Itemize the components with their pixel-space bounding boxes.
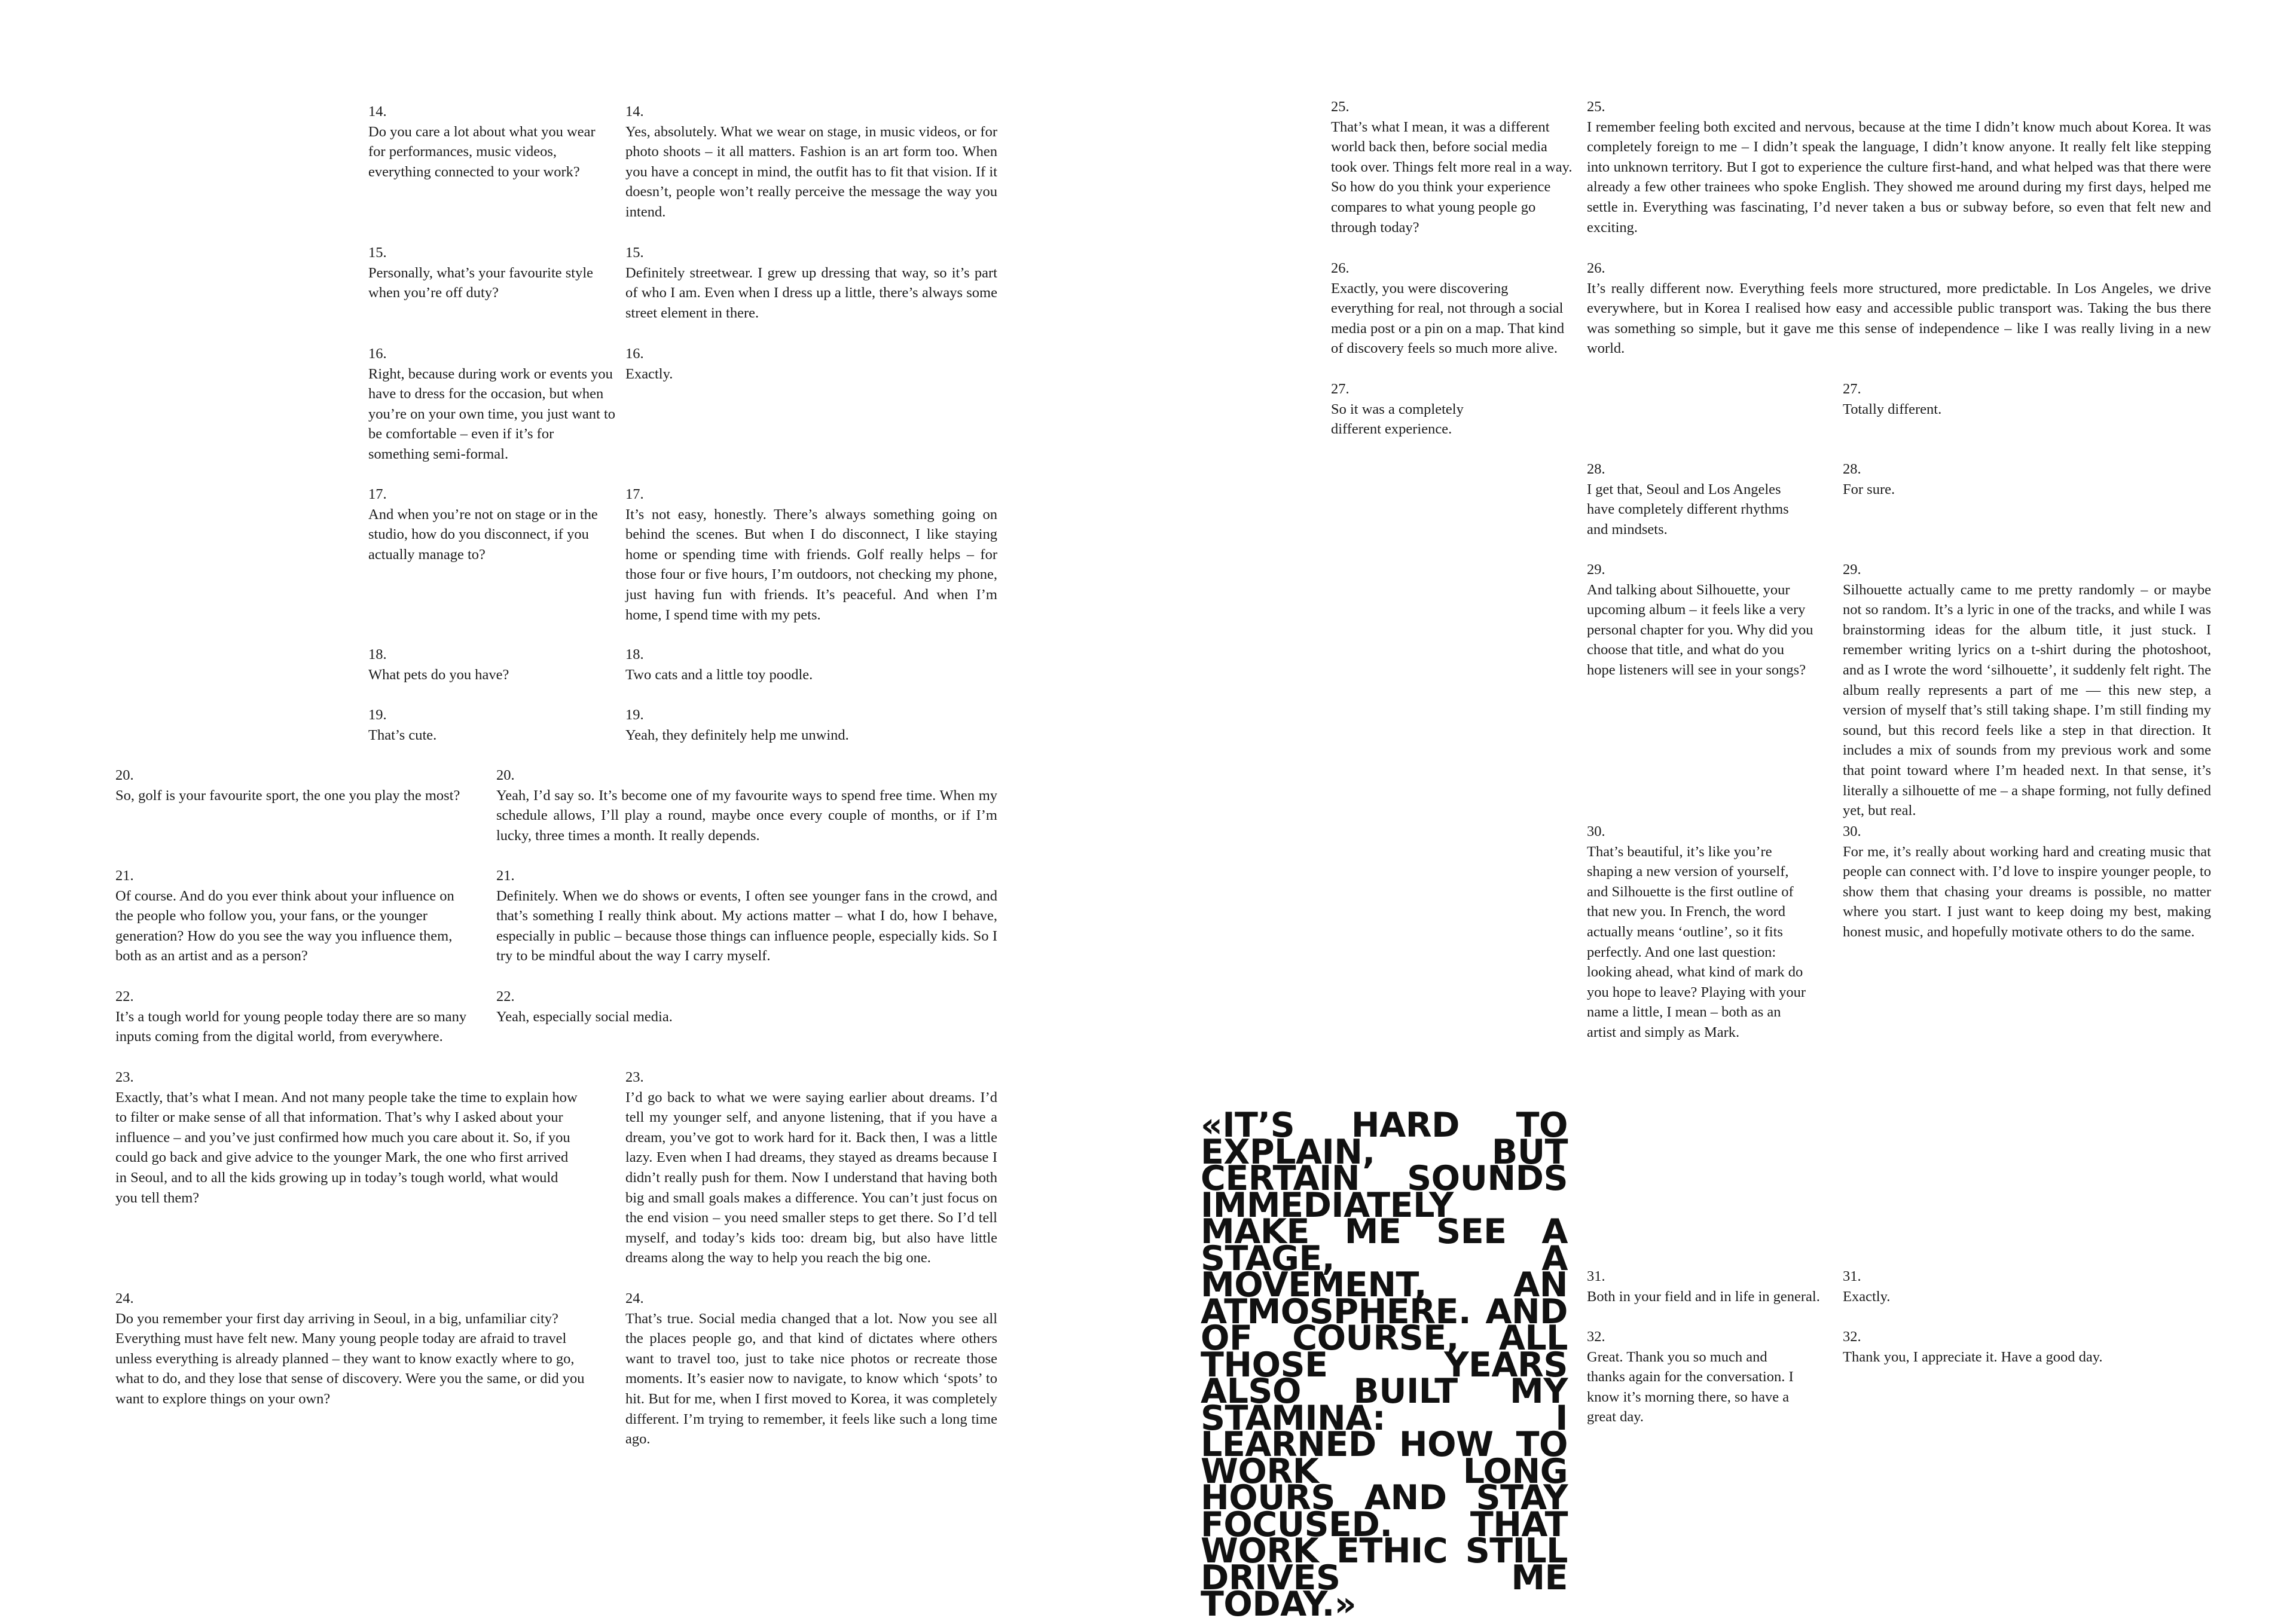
question-number: 14. — [368, 103, 387, 120]
answer-number: 15. — [625, 245, 644, 261]
question-number: 19. — [368, 707, 387, 723]
answer-block — [1843, 1266, 2202, 1306]
answer-text: Yeah, especially social media. — [496, 1008, 673, 1025]
question-number: 23. — [115, 1069, 134, 1085]
answer-number: 24. — [625, 1290, 644, 1306]
question-block — [368, 243, 607, 303]
question-block — [1587, 1327, 1799, 1427]
question-text: Do you care a lot about what you wear for performances, music videos, everything connected to your work? — [368, 123, 596, 180]
question-block — [1331, 379, 1486, 439]
answer-number: 18. — [625, 646, 644, 663]
question-number: 15. — [368, 245, 387, 261]
answer-number: 17. — [625, 486, 644, 502]
answer-block — [1843, 379, 2202, 419]
answer-block — [1843, 459, 2202, 499]
answer-number: 26. — [1587, 260, 1605, 276]
question-block — [368, 645, 607, 685]
question-text: Both in your field and in life in general. — [1587, 1288, 1820, 1305]
question-number: 22. — [115, 988, 134, 1005]
answer-block — [625, 645, 997, 685]
answer-number: 21. — [496, 868, 515, 884]
question-block — [368, 344, 618, 465]
answer-text: Yes, absolutely. What we wear on stage, in music videos, or for photo shoots – it all matters. Fashion is an art form too. When you have a concept in mind, the outfit has to fit that vision. If it doesn’t, people won’t really perceive the message the way you intend. — [625, 123, 997, 220]
question-block — [115, 866, 468, 966]
question-number: 20. — [115, 767, 134, 783]
answer-block — [625, 1289, 997, 1449]
question-number: 28. — [1587, 461, 1605, 477]
answer-number: 32. — [1843, 1329, 1861, 1345]
answer-number: 20. — [496, 767, 515, 783]
question-block — [115, 987, 486, 1047]
question-number: 25. — [1331, 99, 1349, 115]
question-text: So, golf is your favourite sport, the one you play the most? — [115, 787, 460, 804]
answer-text: I remember feeling both excited and nervous, because at the time I didn’t know much about Korea. It was completely foreign to me – I didn’t speak the language, I didn’t know anyone. It really felt like stepping into unknown territory. But I got to experience the culture first-hand, and what helped was that there were already a few other trainees who spoke English. They showed me around during my first days, helped me settle in. Everything was fascinating, I’d never taken a bus or subway before, so even that felt new and exciting. — [1587, 118, 2211, 236]
question-block — [1587, 560, 1814, 680]
answer-block — [1843, 1327, 2202, 1367]
question-block — [115, 1067, 582, 1208]
answer-text: Yeah, they definitely help me unwind. — [625, 726, 849, 743]
question-text: It’s a tough world for young people today there are so many inputs coming from the digital world, from everywhere. — [115, 1008, 467, 1045]
answer-number: 27. — [1843, 381, 1861, 397]
question-number: 31. — [1587, 1268, 1605, 1284]
answer-block — [1843, 560, 2211, 821]
answer-text: It’s not easy, honestly. There’s always something going on behind the scenes. But when I do disconnect, I like staying home or spending time with friends. Golf really helps – for those four or five hours, I’m outdoors, not checking my phone, just having fun with friends. It’s peaceful. And when I’m home, I spend time with my pets. — [625, 506, 997, 623]
question-text: Personally, what’s your favourite style when you’re off duty? — [368, 264, 594, 301]
answer-block — [496, 866, 997, 966]
answer-text: Definitely. When we do shows or events, I often see younger fans in the crowd, and that’s something I really think about. My actions matter – what I do, how I behave, especially in public – because those things can influence people, especially kids. So I try to be mindful about the way I carry myself. — [496, 887, 997, 964]
answer-text: For me, it’s really about working hard and creating music that people can connect with. I’d love to inspire younger people, to show them that chasing your dreams is possible, no matter where you start. I just want to keep doing my best, making honest music, and hopefully motivate others to do the same. — [1843, 843, 2211, 940]
question-text: Of course. And do you ever think about your influence on the people who follow you, your fans, or the younger generation? How do you see the way you influence them, both as an artist and as a person? — [115, 887, 454, 964]
answer-block — [625, 243, 997, 323]
question-number: 17. — [368, 486, 387, 502]
answer-block — [625, 344, 997, 384]
answer-text: Definitely streetwear. I grew up dressing that way, so it’s part of who I am. Even when I dress up a little, there’s always some street element in there. — [625, 264, 997, 321]
answer-block — [1587, 258, 2211, 359]
answer-text: I’d go back to what we were saying earlier about dreams. I’d tell my younger self, and anyone listening, that if you have a dream, you’ve got to work hard for it. Back then, I was a little lazy. Even when I had dreams, they stayed as dreams because I didn’t really push for them. Now I understand that having both big and small goals makes a difference. You can’t just focus on the end vision – you need smaller steps to get there. So I’d tell myself, and today’s kids too: dream big, but also have little dreams along the way to help you reach the big one. — [625, 1089, 997, 1266]
question-text: Do you remember your first day arriving in Seoul, in a big, unfamiliar city? Everything must have felt new. Many young people today are afraid to travel unless everything is already planned – they want to know exactly where to go, what to do, and they lose that sense of discovery. Were you the same, or did you want to explore things on your own? — [115, 1310, 585, 1407]
answer-text: Totally different. — [1843, 401, 1942, 417]
answer-text: Two cats and a little toy poodle. — [625, 666, 813, 683]
answer-number: 29. — [1843, 561, 1861, 578]
answer-block — [496, 765, 997, 845]
answer-text: Exactly. — [625, 365, 673, 382]
question-number: 29. — [1587, 561, 1605, 578]
question-block — [368, 484, 607, 564]
question-text: And talking about Silhouette, your upcoming album – it feels like a very personal chapter for you. Why did you choose that title, and what do you hope listeners will see in your songs? — [1587, 581, 1813, 678]
question-block — [1587, 1266, 1838, 1306]
question-text: What pets do you have? — [368, 666, 509, 683]
answer-text: It’s really different now. Everything feels more structured, more predictable. In Los Angeles, we drive everywhere, but in Korea I realised how easy and accessible public transport was. Taking the bus there was something so simple, but it gave me this sense of independence – like I was really living in a new world. — [1587, 280, 2211, 357]
question-text: That’s cute. — [368, 726, 437, 743]
answer-text: For sure. — [1843, 481, 1895, 497]
answer-number: 31. — [1843, 1268, 1861, 1284]
answer-block — [1843, 822, 2211, 942]
question-block — [115, 1289, 601, 1409]
question-text: I get that, Seoul and Los Angeles have completely different rhythms and mindsets. — [1587, 481, 1789, 538]
answer-number: 22. — [496, 988, 515, 1005]
answer-number: 25. — [1587, 99, 1605, 115]
question-text: And when you’re not on stage or in the studio, how do you disconnect, if you actually manage to? — [368, 506, 598, 563]
answer-block — [1587, 97, 2211, 237]
question-number: 24. — [115, 1290, 134, 1306]
question-block — [1587, 459, 1809, 539]
question-number: 16. — [368, 346, 387, 362]
question-number: 30. — [1587, 823, 1605, 840]
answer-number: 28. — [1843, 461, 1861, 477]
question-text: Right, because during work or events you have to dress for the occasion, but when you’re on your own time, you just want to be comfortable – even if it’s for something semi-formal. — [368, 365, 616, 462]
answer-text: Silhouette actually came to me pretty randomly – or maybe not so random. It’s a lyric in one of the tracks, and while I was brainstorming ideas for the album title, it just stuck. I remember writing lyrics on a t-shirt during the photoshoot, and as I wrote the word ‘silhouette’, it suddenly felt right. The album really represents a part of me — this new step, a version of myself that’s still taking shape. I’m still finding my sound, but this record feels like a step in that direction. It includes a mix of sounds from my previous work and some that point toward where I’m headed next. In that sense, it’s literally a silhouette of me – a shape forming, not fully defined yet, but real. — [1843, 581, 2211, 819]
pull-quote: «IT’S HARD TO EXPLAIN, BUT CERTAIN SOUNDS IMMEDIATELY MAKE ME SEE A STAGE, A MOVEMENT, AN ATMOSPHERE. AND OF COURSE, ALL THOSE YEARS ALSO BUILT MY STAMINA: I LEARNED HOW TO WORK LONG HOURS AND STAY FOCUSED. THAT WORK ETHIC STILL DRIVES ME TODAY.» — [1201, 1106, 1568, 1624]
question-block — [115, 765, 474, 805]
answer-number: 14. — [625, 103, 644, 120]
question-text: That’s beautiful, it’s like you’re shaping a new version of yourself, and Silhouette is the first outline of that new you. In French, the word actually means ‘outline’, so it fits perfectly. And one last question: looking ahead, what kind of mark do you hope to leave? Playing with your name a little, I mean – both as an artist and simply as Mark. — [1587, 843, 1806, 1040]
question-block — [368, 705, 607, 745]
answer-number: 23. — [625, 1069, 644, 1085]
answer-block — [625, 484, 997, 625]
answer-number: 30. — [1843, 823, 1861, 840]
question-number: 26. — [1331, 260, 1349, 276]
answer-number: 16. — [625, 346, 644, 362]
answer-text: Thank you, I appreciate it. Have a good day. — [1843, 1348, 2103, 1365]
answer-text: That’s true. Social media changed that a lot. Now you see all the places people go, and that kind of dictates where others want to travel too, just to take nice photos or recreate those moments. It’s easier now to navigate, to know which ‘spots’ to hit. But for me, when I first moved to Korea, it was completely different. I’m trying to remember, it feels like such a long time ago. — [625, 1310, 997, 1448]
question-block — [368, 102, 607, 182]
answer-text: Yeah, I’d say so. It’s become one of my favourite ways to spend free time. When my schedule allows, I’ll play a round, maybe once every couple of months, or if I’m lucky, three times a month. It really depends. — [496, 787, 997, 844]
answer-block — [625, 1067, 997, 1268]
answer-block — [496, 987, 997, 1027]
answer-block — [625, 705, 997, 745]
question-block — [1587, 822, 1809, 1043]
question-text: So it was a completely different experience. — [1331, 401, 1464, 438]
question-block — [1331, 97, 1574, 237]
question-number: 32. — [1587, 1329, 1605, 1345]
answer-block — [625, 102, 997, 222]
question-block — [1331, 258, 1574, 359]
question-number: 27. — [1331, 381, 1349, 397]
question-text: Exactly, you were discovering everything for real, not through a social media post or a pin on a map. That kind of discovery feels so much more alive. — [1331, 280, 1565, 357]
question-number: 21. — [115, 868, 134, 884]
question-text: Great. Thank you so much and thanks again for the conversation. I know it’s morning there, so have a great day. — [1587, 1348, 1794, 1425]
question-text: Exactly, that’s what I mean. And not many people take the time to explain how to filter or make sense of all that information. That’s why I asked about your influence – and you’ve just confirmed how much you care about it. So, if you could go back and give advice to the younger Mark, the one who first arrived in Seoul, and to all the kids growing up in today’s tough world, what would you tell them? — [115, 1089, 578, 1206]
question-text: That’s what I mean, it was a different world back then, before social media took over. Things felt more real in a way. So how do you think your experience compares to what young people go through today? — [1331, 118, 1573, 236]
question-number: 18. — [368, 646, 387, 663]
answer-text: Exactly. — [1843, 1288, 1891, 1305]
answer-number: 19. — [625, 707, 644, 723]
